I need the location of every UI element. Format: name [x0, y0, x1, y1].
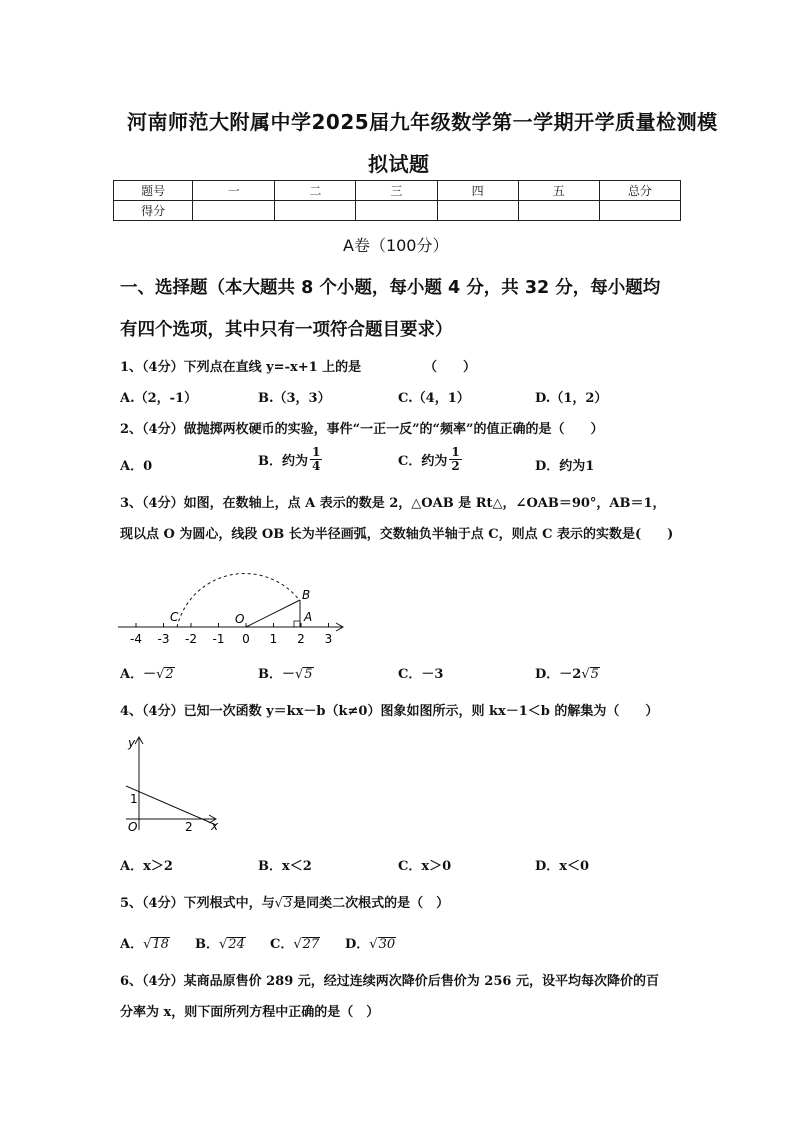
tick-label: 3: [324, 632, 333, 646]
sqrt-icon: √: [219, 937, 228, 952]
radicand: 24: [228, 937, 245, 952]
score-table-header-row: [114, 181, 681, 201]
fraction-numerator: 1: [451, 445, 460, 459]
score-input-cell[interactable]: [275, 201, 356, 221]
point-a-label: A: [304, 610, 313, 624]
score-input-cell[interactable]: [599, 201, 680, 221]
tick-label: -1: [212, 632, 225, 646]
radicand: 5: [304, 667, 313, 682]
q5-option-a[interactable]: [120, 933, 170, 952]
q3-option-a[interactable]: [120, 663, 175, 682]
radicand: 30: [378, 937, 396, 952]
sqrt-icon: √: [156, 667, 165, 682]
sqrt-icon: √: [369, 937, 378, 952]
q2-option-b-fraction: [310, 446, 322, 473]
q5-option-c[interactable]: [270, 933, 320, 952]
fraction-denominator: 2: [451, 459, 460, 473]
section-heading-line-2: 有四个选项，其中只有一项符合题目要求）: [120, 320, 453, 340]
score-table-score-row: [114, 201, 681, 221]
sqrt-icon: √: [295, 667, 304, 682]
x-intercept-label: 2: [185, 820, 193, 834]
q1-answer-bracket: （ ）: [424, 360, 477, 375]
q1-option-c[interactable]: C.（4，1）: [398, 391, 470, 406]
sqrt-icon: √: [293, 937, 302, 952]
y-axis-label: y: [128, 736, 136, 750]
q2-option-b-prefix: B．约为: [258, 454, 308, 469]
score-cell: 三: [356, 181, 437, 201]
tick-label: -3: [157, 632, 170, 646]
fraction-numerator: 1: [312, 445, 321, 459]
radicand: 3: [283, 896, 293, 911]
q2-option-c[interactable]: [398, 446, 462, 473]
origin-label: O: [128, 820, 138, 834]
q2-option-a[interactable]: A．0: [120, 459, 153, 474]
q3-stem-line-1: 3、（4分）如图，在数轴上，点 A 表示的数是 2，△OAB 是 Rt△，∠OAB＝90°，AB＝1，: [120, 496, 666, 511]
tick-label: -4: [130, 632, 142, 646]
score-cell: 五: [518, 181, 599, 201]
section-heading-line-1: 一、选择题（本大题共 8 个小题，每小题 4 分，共 32 分，每小题均: [120, 278, 661, 298]
sqrt-icon: √: [274, 896, 283, 911]
right-angle-mark-icon: [294, 621, 300, 627]
sqrt-icon: √: [143, 937, 152, 952]
point-c-label: C: [170, 610, 179, 624]
point-o-label: O: [235, 612, 245, 626]
q1-option-a[interactable]: A.（2，-1）: [120, 391, 198, 406]
q2-option-c-fraction: [449, 446, 461, 473]
radicand: 18: [152, 937, 169, 952]
q2-option-b[interactable]: [258, 446, 322, 473]
radicand: 5: [590, 667, 599, 682]
q3-option-a-prefix: A．－: [120, 667, 157, 682]
score-input-cell[interactable]: [193, 201, 275, 221]
option-label: B．: [195, 937, 219, 952]
q3-number-line-figure: [112, 550, 352, 650]
score-table: [113, 180, 681, 221]
q6-stem-line-1: 6、（4分）某商品原售价 289 元，经过连续两次降价后售价为 256 元，设平均每次降价的百: [120, 974, 659, 989]
x-axis-label: x: [211, 819, 219, 833]
segment-ob: [246, 600, 300, 627]
score-cell: 二: [275, 181, 356, 201]
q1-option-d[interactable]: D.（1，2）: [535, 391, 608, 406]
q3-stem-line-2: 现以点 O 为圆心，线段 OB 长为半径画弧，交数轴负半轴于点 C，则点 C 表示的实数是( ): [120, 527, 674, 542]
point-b-label: B: [302, 588, 311, 602]
q2-stem: 2、（4分）做抛掷两枚硬币的实验，事件“一正一反”的“频率”的值正确的是（ ）: [120, 422, 604, 437]
q4-stem: 4、（4分）已知一次函数 y＝kx－b（k≠0）图象如图所示，则 kx－1＜b 的解集为（ ）: [120, 704, 659, 719]
q2-option-d[interactable]: D．约为1: [535, 459, 595, 474]
sqrt-icon: √: [581, 667, 590, 682]
q4-linear-function-figure: [112, 728, 232, 838]
q5-option-d[interactable]: [345, 933, 396, 952]
volume-heading: A卷（100分）: [343, 236, 449, 255]
score-input-cell[interactable]: [518, 201, 599, 221]
title-line-1: 河南师范大附属中学2025届九年级数学第一学期开学质量检测模: [127, 110, 718, 134]
q4-option-d[interactable]: D．x＜0: [535, 859, 590, 874]
tick-label: 1: [269, 632, 278, 646]
option-label: A．: [120, 937, 144, 952]
score-row-label: 得分: [114, 201, 193, 221]
q1-stem: 1、（4分）下列点在直线 y=-x+1 上的是: [120, 360, 362, 375]
q1-option-b[interactable]: B.（3，3）: [258, 391, 331, 406]
q3-option-c[interactable]: C．－3: [398, 667, 444, 682]
q3-option-d[interactable]: [535, 663, 600, 682]
q5-stem-prefix: 5、（4分）下列根式中，与: [120, 896, 275, 911]
tick-label: 2: [297, 632, 305, 646]
q4-option-c[interactable]: C．x＞0: [398, 859, 452, 874]
score-input-cell[interactable]: [437, 201, 518, 221]
radicand: 27: [302, 937, 320, 952]
q5-stem-suffix: 是同类二次根式的是（ ）: [293, 896, 450, 911]
title-line-2: 拟试题: [368, 152, 430, 176]
score-input-cell[interactable]: [356, 201, 437, 221]
number-line-ticks: [130, 623, 332, 646]
q2-option-c-prefix: C．约为: [398, 454, 448, 469]
option-label: D．: [345, 937, 370, 952]
score-cell: 一: [193, 181, 275, 201]
radicand: 2: [165, 667, 174, 682]
q3-option-b-prefix: B．－: [258, 667, 295, 682]
q4-option-b[interactable]: B．x＜2: [258, 859, 312, 874]
q3-option-d-prefix: D．－2: [535, 667, 582, 682]
tick-label: 0: [242, 632, 250, 646]
score-cell: 四: [437, 181, 518, 201]
y-intercept-label: 1: [130, 792, 138, 806]
option-label: C．: [270, 937, 294, 952]
q3-option-b[interactable]: [258, 663, 314, 682]
score-cell: 总分: [599, 181, 680, 201]
q5-option-b[interactable]: [195, 933, 246, 952]
score-cell: 题号: [114, 181, 193, 201]
q5-stem: [120, 892, 449, 911]
q4-option-a[interactable]: A．x＞2: [120, 859, 173, 874]
fraction-denominator: 4: [312, 459, 321, 473]
tick-label: -2: [185, 632, 197, 646]
q6-stem-line-2: 分率为 x，则下面所列方程中正确的是（ ）: [120, 1005, 380, 1020]
